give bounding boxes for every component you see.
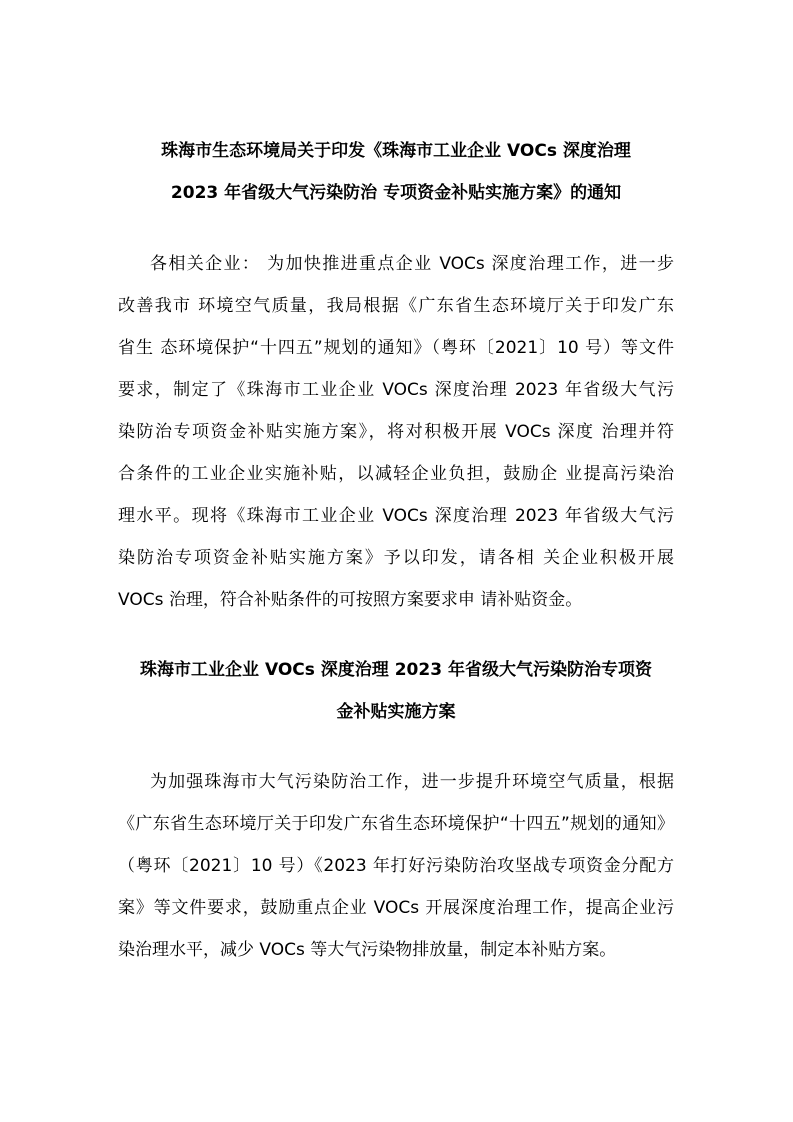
plan-line-4: 案》等文件要求，鼓励重点企业 VOCs 开展深度治理工作，提高企业污 <box>118 898 674 918</box>
notice-line-6: 合条件的工业企业实施补贴，以减轻企业负担，鼓励企 业提高污染治 <box>118 464 674 484</box>
notice-title-line-2: 2023 年省级大气污染防治 专项资金补贴实施方案》的通知 <box>170 183 622 203</box>
plan-title-line-2: 金补贴实施方案 <box>336 702 456 722</box>
notice-title-line-1: 珠海市生态环境局关于印发《珠海市工业企业 VOCs 深度治理 <box>161 141 631 161</box>
notice-line-7: 理水平。现将《珠海市工业企业 VOCs 深度治理 2023 年省级大气污 <box>118 506 674 526</box>
notice-line-3: 省生 态环境保护“十四五”规划的通知》（粤环〔2021〕10 号）等文件 <box>118 338 674 358</box>
plan-line-5: 染治理水平，减少 VOCs 等大气污染物排放量，制定本补贴方案。 <box>118 940 617 960</box>
notice-line-4: 要求，制定了《珠海市工业企业 VOCs 深度治理 2023 年省级大气污 <box>118 380 674 400</box>
plan-line-2: 《广东省生态环境厅关于印发广东省生态环境保护“十四五”规划的通知》 <box>118 814 674 834</box>
notice-line-2: 改善我市 环境空气质量，我局根据《广东省生态环境厅关于印发广东 <box>118 296 674 316</box>
notice-line-5: 染防治专项资金补贴实施方案》，将对积极开展 VOCs 深度 治理并符 <box>118 422 674 442</box>
notice-line-8: 染防治专项资金补贴实施方案》予以印发，请各相 关企业积极开展 <box>118 548 674 568</box>
plan-line-3: （粤环〔2021〕10 号）《2023 年打好污染防治攻坚战专项资金分配方 <box>118 856 674 876</box>
notice-line-1: 各相关企业： 为加快推进重点企业 VOCs 深度治理工作，进一步 <box>150 254 674 274</box>
plan-line-1: 为加强珠海市大气污染防治工作，进一步提升环境空气质量，根据 <box>150 772 674 792</box>
notice-line-9: VOCs 治理，符合补贴条件的可按照方案要求申 请补贴资金。 <box>118 590 583 610</box>
plan-title-line-1: 珠海市工业企业 VOCs 深度治理 2023 年省级大气污染防治专项资 <box>140 660 652 680</box>
